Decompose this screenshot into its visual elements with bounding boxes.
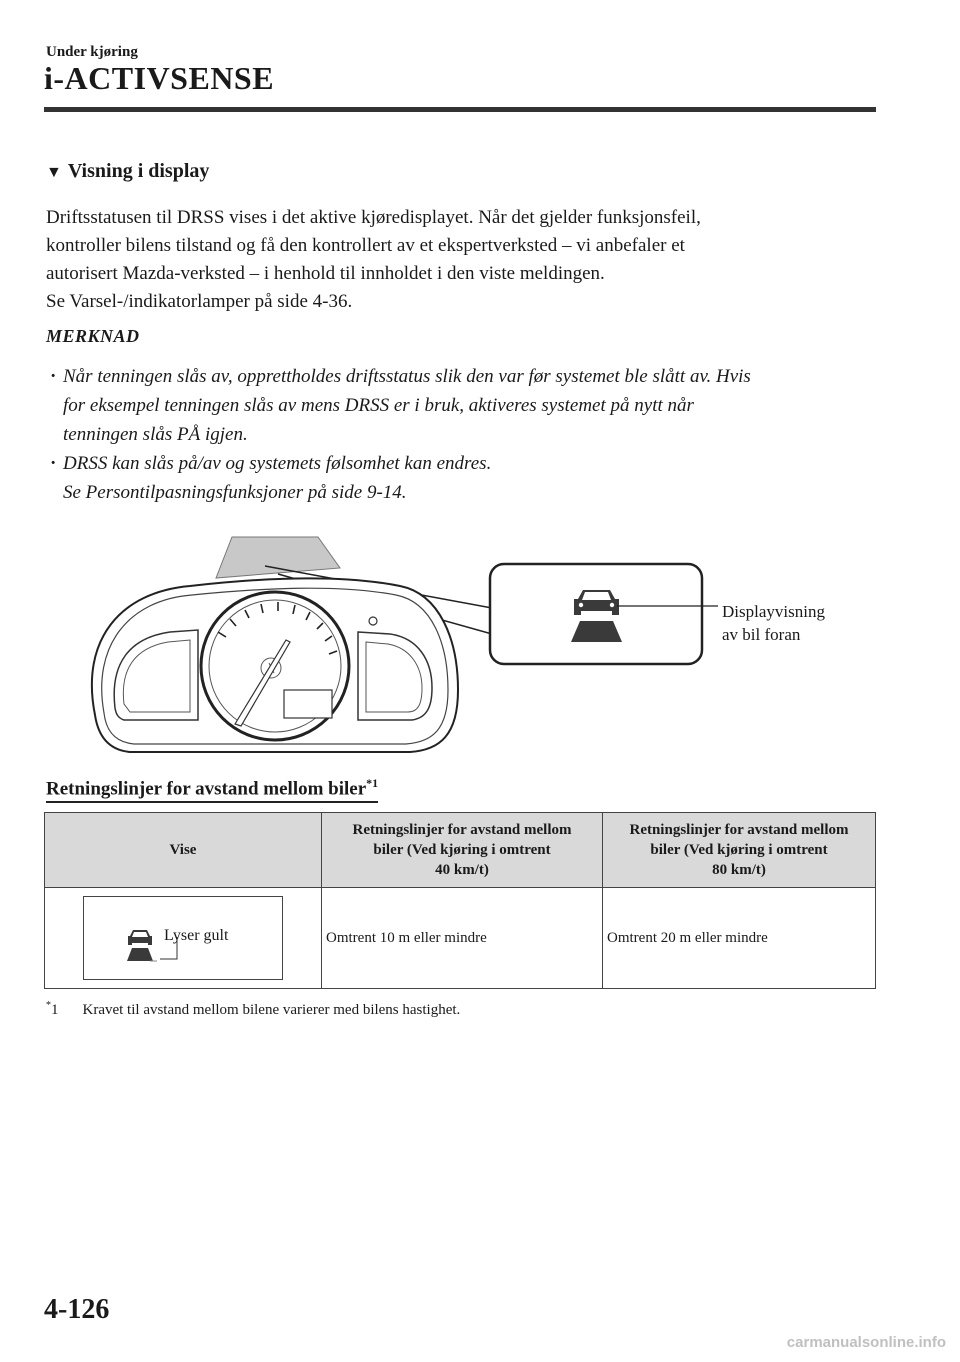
note-item (46, 449, 886, 507)
table-title-footnote-ref: *1 (366, 776, 379, 790)
note-list (46, 362, 886, 507)
footnote-marker: * (46, 1000, 51, 1011)
footnote-number: 1 (51, 1002, 59, 1018)
display-label-line: Displayvisning (722, 602, 825, 621)
note-line: Når tenningen slås av, opprettholdes driftsstatus slik den var før systemet ble slått av. Hvis (63, 366, 751, 387)
distance-guideline-table (44, 812, 876, 989)
body-line: kontroller bilens tilstand og få den kontrollert av et ekspertverksted – vi anbefaler et (46, 235, 685, 256)
table-header-cell: Retningslinjer for avstand mellom biler (Ved kjøring i omtrent 40 km/t) (322, 813, 603, 888)
subsection-title: Visning i display (67, 160, 210, 182)
page-title: i-ACTIVSENSE (44, 60, 275, 96)
indicator-state-label: Lyser gult (164, 927, 229, 944)
note-line: for eksempel tenningen slås av mens DRSS er i bruk, aktiveres systemet på nytt når (63, 395, 694, 416)
table-title-text: Retningslinjer for avstand mellom biler (46, 778, 367, 800)
section-label: Under kjøring (46, 44, 138, 60)
footnote-text: Kravet til avstand mellom bilene varierer med bilens hastighet. (82, 1002, 461, 1018)
body-line: autorisert Mazda-verksted – i henhold til innholdet i den viste meldingen. (46, 263, 605, 284)
note-line: DRSS kan slås på/av og systemets følsomhet kan endres. (63, 453, 492, 474)
table-header-cell: Vise (45, 813, 322, 888)
table-cell-display-icon (45, 888, 322, 989)
table-cell: Omtrent 20 m eller mindre (603, 888, 876, 989)
note-heading: MERKNAD (46, 326, 140, 346)
footnote (46, 1000, 460, 1019)
page-number: 4-126 (44, 1294, 110, 1325)
note-item (46, 362, 886, 449)
indicator-icon-box (83, 896, 283, 980)
title-divider (44, 107, 876, 112)
display-callout-box (490, 564, 702, 664)
table-header-row (45, 813, 876, 888)
speedometer-window (284, 690, 332, 718)
table-title (46, 776, 378, 803)
bullet-icon: · (50, 453, 57, 474)
display-label (722, 600, 825, 646)
watermark: carmanualsonline.info (786, 1334, 946, 1351)
display-label-line: av bil foran (722, 625, 801, 644)
table-row (45, 888, 876, 989)
instrument-cluster-illustration (40, 520, 920, 790)
body-paragraph (46, 204, 886, 316)
table-cell: Omtrent 10 m eller mindre (322, 888, 603, 989)
bullet-icon: · (50, 366, 57, 387)
body-line: Driftsstatusen til DRSS vises i det aktive kjøredisplayet. Når det gjelder funksjonsfeil, (46, 207, 701, 228)
triangle-down-icon: ▼ (46, 164, 62, 181)
note-line: tenningen slås PÅ igjen. (63, 424, 248, 445)
table-header-cell: Retningslinjer for avstand mellom biler (Ved kjøring i omtrent 80 km/t) (603, 813, 876, 888)
note-line: Se Persontilpasningsfunksjoner på side 9-14. (63, 482, 407, 503)
subsection-heading (46, 160, 209, 183)
body-line: Se Varsel-/indikatorlamper på side 4-36. (46, 291, 353, 312)
active-driving-display-panel (216, 537, 340, 578)
